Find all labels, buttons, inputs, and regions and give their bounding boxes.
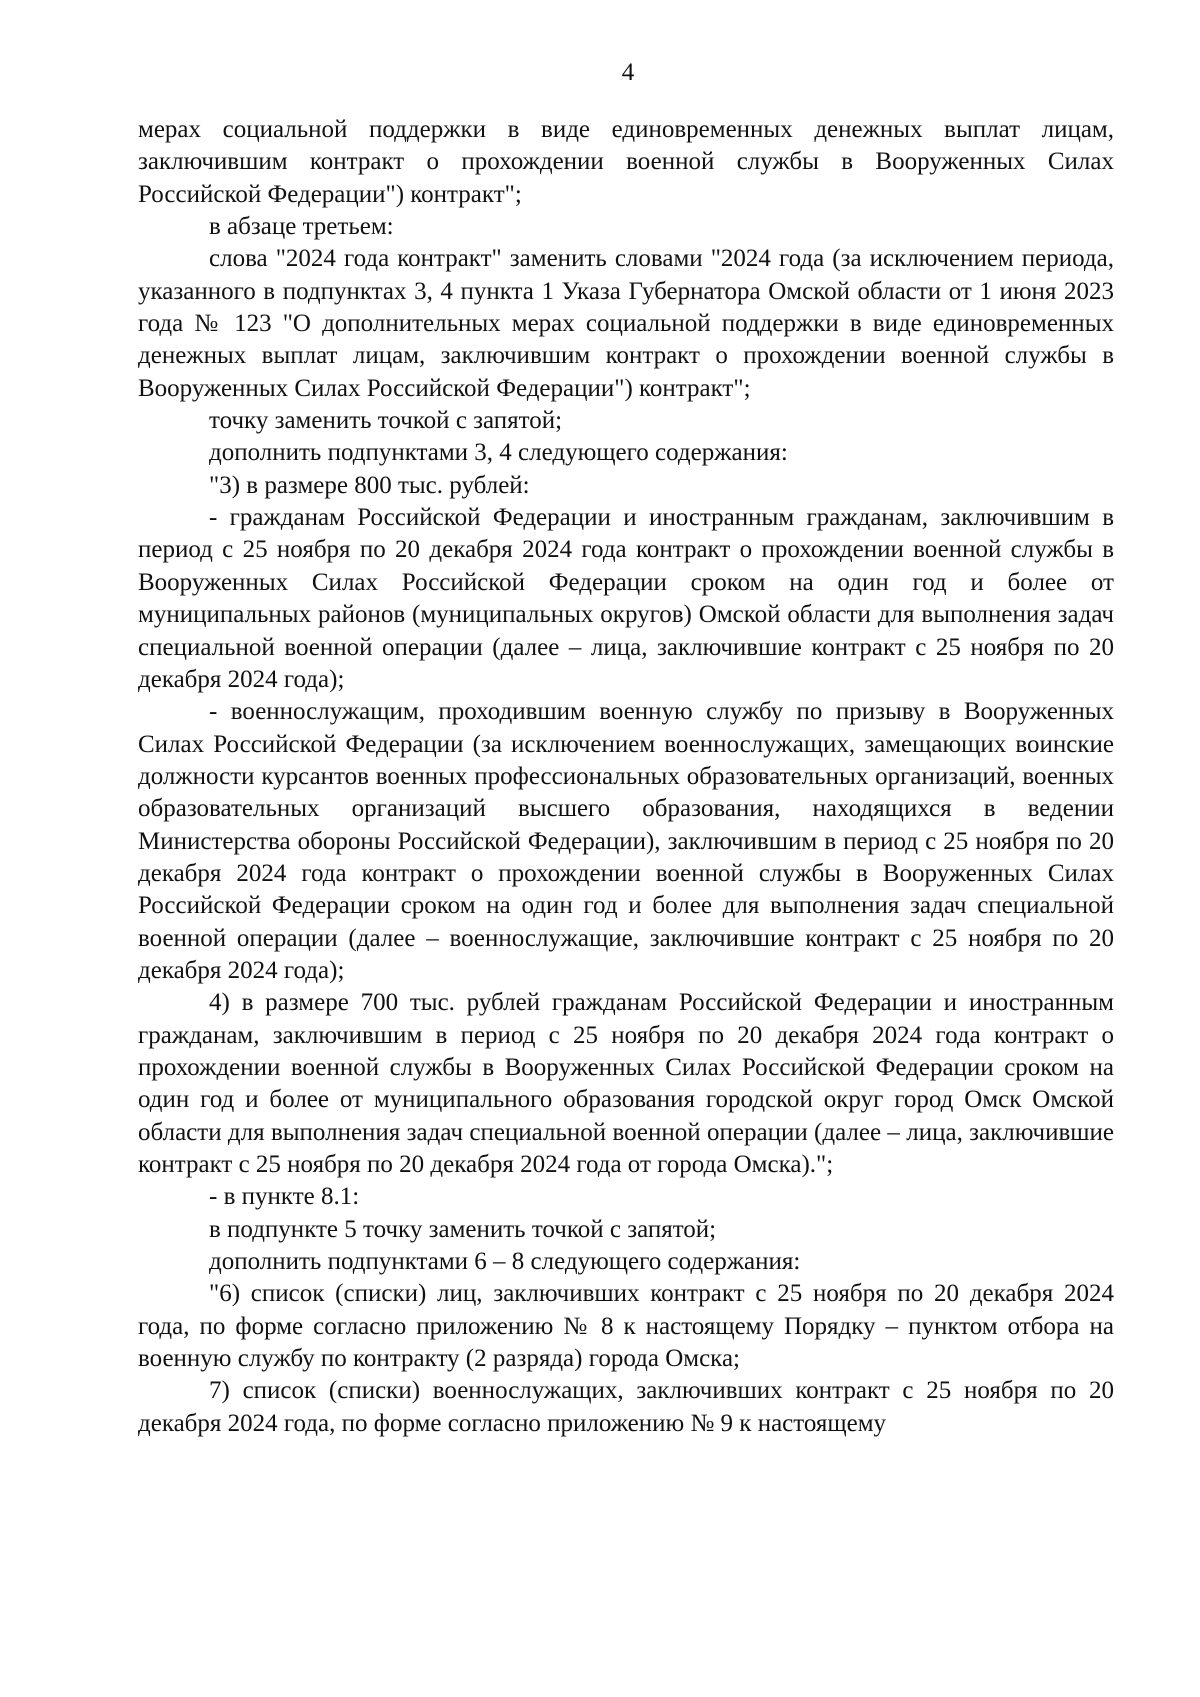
paragraph: - в пункте 8.1: bbox=[209, 1183, 360, 1211]
paragraph: дополнить подпунктами 6 – 8 следующего содержания: bbox=[209, 1248, 801, 1276]
paragraph: точку заменить точкой с запятой; bbox=[209, 407, 563, 435]
page-number: 4 bbox=[621, 59, 635, 86]
paragraph: в подпункте 5 точку заменить точкой с запятой; bbox=[209, 1215, 717, 1243]
paragraph: в абзаце третьем: bbox=[209, 213, 394, 241]
paragraph: "3) в размере 800 тыс. рублей: bbox=[209, 471, 530, 499]
paragraph: 7) список (списки) военнослужащих, заключивших контракт с 25 ноября по 20 декабря 2024 года, по форме согласно приложению № 9 к настоящему bbox=[138, 1377, 1114, 1437]
paragraph: "6) список (списки) лиц, заключивших контракт с 25 ноября по 20 декабря 2024 года, по форме согласно приложению № 8 к настоящему Порядку – пунктом отбора на военную службу по контракту (2 разряда) города Омска; bbox=[138, 1280, 1114, 1373]
paragraph: - военнослужащим, проходившим военную службу по призыву в Вооруженных Силах Российской Федерации (за исключением военнослужащих, замещающих воинские должности курсантов военных профессиональных образовательных организаций, военных образовательных организаций высшего образования, находящихся в ведении Министерства обороны Российской Федерации), заключившим в период с 25 ноября по 20 декабря 2024 года контракт о прохождении военной службы в Вооруженных Силах Российской Федерации сроком на один год и более для выполнения задач специальной военной операции (далее – военнослужащие, заключившие контракт с 25 ноября по 20 декабря 2024 года); bbox=[138, 698, 1114, 984]
paragraph: - гражданам Российской Федерации и иностранным гражданам, заключившим в период с 25 ноября по 20 декабря 2024 года контракт о прохождении военной службы в Вооруженных Силах Российской Федерации сроком на один год и более от муниципальных районов (муниципальных округов) Омской области для выполнения задач специальной военной операции (далее – лица, заключившие контракт с 25 ноября по 20 декабря 2024 года); bbox=[138, 504, 1114, 693]
paragraph: дополнить подпунктами 3, 4 следующего содержания: bbox=[209, 439, 788, 467]
document-body bbox=[138, 114, 1114, 1440]
paragraph: мерах социальной поддержки в виде единовременных денежных выплат лицам, заключившим контракт о прохождении военной службы в Вооруженных Силах Российской Федерации") контракт"; bbox=[138, 116, 1114, 208]
paragraph: 4) в размере 700 тыс. рублей гражданам Российской Федерации и иностранным гражданам, заключившим в период с 25 ноября по 20 декабря 2024 года контракт о прохождении военной службы в Вооруженных Силах Российской Федерации сроком на один год и более от муниципального образования городской округ город Омск Омской области для выполнения задач специальной военной операции (далее – лица, заключившие контракт с 25 ноября по 20 декабря 2024 года от города Омска)."; bbox=[138, 989, 1114, 1178]
paragraph: слова "2024 года контракт" заменить словами "2024 года (за исключением периода, указанного в подпунктах 3, 4 пункта 1 Указа Губернатора Омской области от 1 июня 2023 года № 123 "О дополнительных мерах социальной поддержки в виде единовременных денежных выплат лицам, заключившим контракт о прохождении военной службы в Вооруженных Силах Российской Федерации") контракт"; bbox=[138, 245, 1114, 402]
